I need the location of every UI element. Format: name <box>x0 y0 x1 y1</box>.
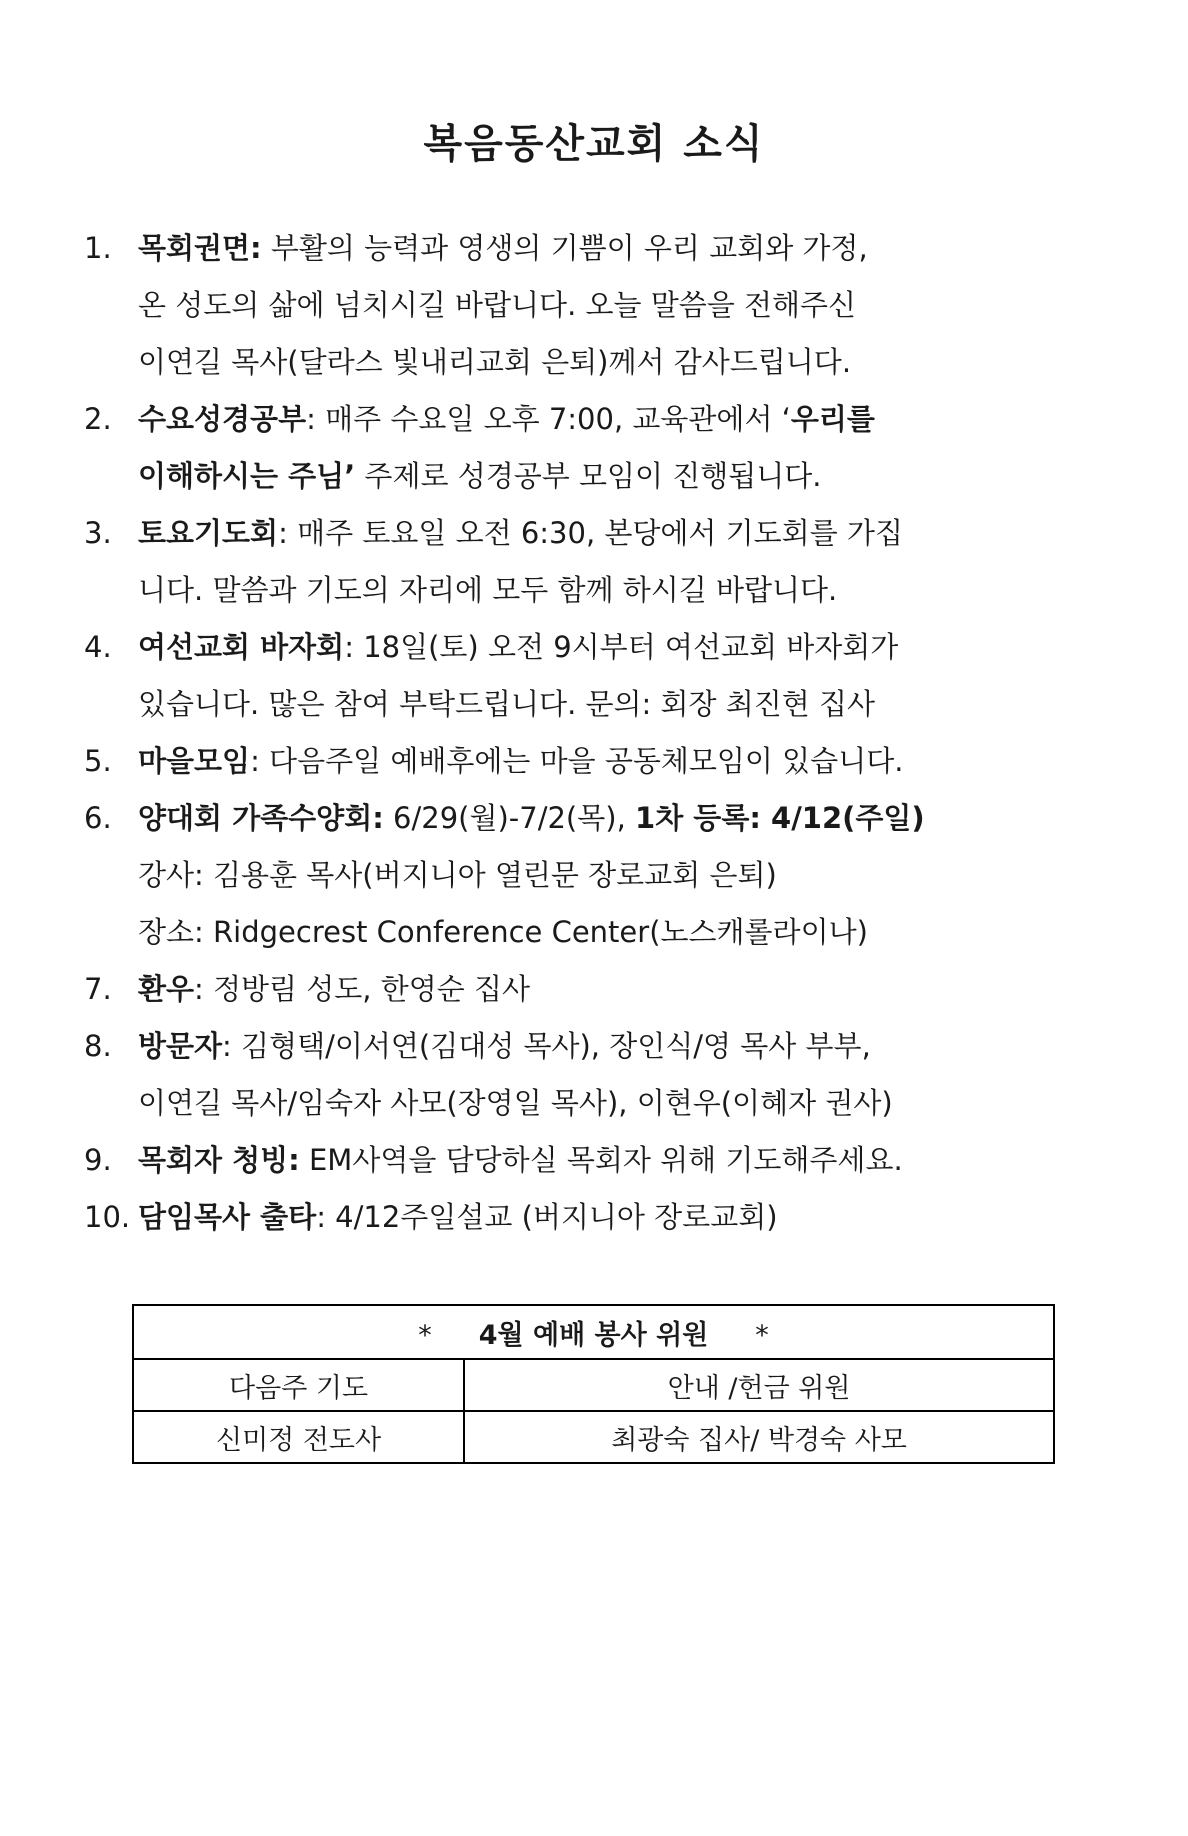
item-text: : 다음주일 예배후에는 마을 공동체모임이 있습니다. <box>250 744 904 778</box>
table-row <box>133 1411 1054 1463</box>
item-text: EM사역을 담당하실 목회자 위해 기도해주세요. <box>299 1143 903 1177</box>
item-text: 온 성도의 삶에 넘치시길 바랍니다. 오늘 말씀을 전해주신 <box>138 288 857 322</box>
item-text-bold: 1차 등록: 4/12(주일) <box>635 801 925 835</box>
table-header-cell: 안내 /헌금 위원 <box>464 1359 1054 1411</box>
item-text: 니다. 말씀과 기도의 자리에 모두 함께 하시길 바랍니다. <box>138 573 838 607</box>
item-number: 10. <box>84 1200 131 1234</box>
table-title-text: 4월 예배 봉사 위원 <box>478 1319 709 1351</box>
item-line <box>138 619 1069 676</box>
news-item-pastoral-message <box>84 220 1069 391</box>
star-mark: * <box>755 1319 769 1351</box>
item-line <box>138 448 1069 505</box>
item-text: : 매주 수요일 오후 7:00, 교육관에서 ‘ <box>306 402 791 436</box>
item-text: : 정방림 성도, 한영순 집사 <box>194 972 531 1006</box>
table-header-row <box>133 1359 1054 1411</box>
item-number: 1. <box>84 231 112 265</box>
item-line <box>138 220 1069 277</box>
item-number: 6. <box>84 801 112 835</box>
item-number: 9. <box>84 1143 112 1177</box>
item-number: 5. <box>84 744 112 778</box>
item-heading: 여선교회 바자회 <box>138 630 345 664</box>
table-title <box>133 1305 1054 1359</box>
item-text: 주제로 성경공부 모임이 진행됩니다. <box>355 459 822 493</box>
table-cell: 신미정 전도사 <box>133 1411 464 1463</box>
item-text: : 매주 토요일 오전 6:30, 본당에서 기도회를 가집 <box>278 516 903 550</box>
item-text: 장소: Ridgecrest Conference Center(노스캐롤라이나) <box>138 915 868 949</box>
news-item-pastor-away <box>84 1189 1069 1246</box>
item-heading: 방문자 <box>138 1029 223 1063</box>
item-heading: 목회자 청빙: <box>138 1143 300 1177</box>
item-line <box>138 1132 1069 1189</box>
item-number: 2. <box>84 402 112 436</box>
item-line <box>138 1189 1069 1246</box>
item-text: 6/29(월)-7/2(목), <box>383 801 636 835</box>
item-heading: 목회권면: <box>138 231 262 265</box>
news-item-sick-members <box>84 961 1069 1018</box>
item-text-bold: 이해하시는 주님’ <box>138 459 356 493</box>
item-text: 있습니다. 많은 참여 부탁드립니다. 문의: 회장 최진현 집사 <box>138 687 876 721</box>
item-heading: 환우 <box>138 972 195 1006</box>
item-heading: 마을모임 <box>138 744 251 778</box>
news-list <box>84 220 1069 1246</box>
news-item-family-retreat <box>84 790 1069 961</box>
item-text-bold: 우리를 <box>790 402 875 436</box>
item-number: 7. <box>84 972 112 1006</box>
item-heading: 양대회 가족수양회: <box>138 801 384 835</box>
item-text: 강사: 김용훈 목사(버지니아 열린문 장로교회 은퇴) <box>138 858 777 892</box>
table-cell: 최광숙 집사/ 박경숙 사모 <box>464 1411 1054 1463</box>
news-item-visitors <box>84 1018 1069 1132</box>
item-text: 이연길 목사/임숙자 사모(장영일 목사), 이현우(이혜자 권사) <box>138 1086 893 1120</box>
item-text: 이연길 목사(달라스 빛내리교회 은퇴)께서 감사드립니다. <box>138 345 852 379</box>
item-line <box>138 790 1069 847</box>
star-mark: * <box>418 1319 432 1351</box>
service-duty-table <box>132 1304 1055 1464</box>
item-number: 4. <box>84 630 112 664</box>
item-text: : 18일(토) 오전 9시부터 여선교회 바자회가 <box>344 630 899 664</box>
item-line <box>138 733 1069 790</box>
item-text: 부활의 능력과 영생의 기쁨이 우리 교회와 가정, <box>270 231 868 265</box>
item-heading: 수요성경공부 <box>138 402 307 436</box>
item-text: : 4/12주일설교 (버지니아 장로교회) <box>316 1200 778 1234</box>
item-heading: 담임목사 출타 <box>138 1200 317 1234</box>
news-item-village-meeting <box>84 733 1069 790</box>
table-header-cell: 다음주 기도 <box>133 1359 464 1411</box>
page-title: 복음동산교회 소식 <box>423 121 765 167</box>
item-text: : 김형택/이서연(김대성 목사), 장인식/영 목사 부부, <box>222 1029 871 1063</box>
item-line <box>138 391 1069 448</box>
item-line <box>138 1018 1069 1075</box>
news-item-bible-study <box>84 391 1069 505</box>
item-heading: 토요기도회 <box>138 516 279 550</box>
news-item-saturday-prayer <box>84 505 1069 619</box>
table-title-row <box>133 1305 1054 1359</box>
news-item-bazaar <box>84 619 1069 733</box>
item-number: 8. <box>84 1029 112 1063</box>
item-line <box>138 961 1069 1018</box>
news-item-pastor-search <box>84 1132 1069 1189</box>
item-line <box>138 505 1069 562</box>
item-number: 3. <box>84 516 112 550</box>
